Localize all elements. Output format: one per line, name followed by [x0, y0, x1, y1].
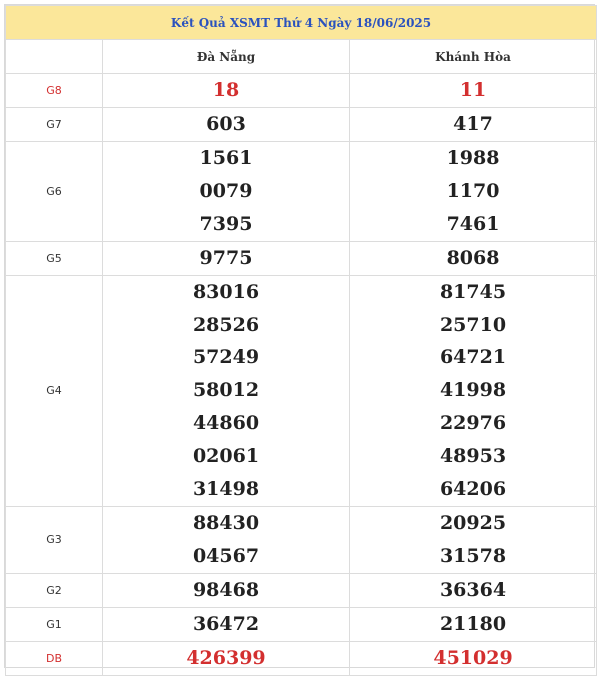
results-table-container — [4, 4, 595, 668]
g3-khanh-hoa-cell — [350, 506, 597, 573]
g6-khanh-hoa-1: 1988 — [446, 147, 500, 169]
g4-khanh-hoa-7: 64206 — [439, 478, 507, 501]
g8-khanh-hoa: 11 — [350, 74, 597, 108]
g8-da-nang: 18 — [103, 74, 350, 108]
province-header-khanh-hoa: Khánh Hòa — [350, 40, 597, 74]
g2-khanh-hoa: 36364 — [350, 573, 597, 607]
g6-da-nang-cell — [103, 142, 350, 242]
g7-khanh-hoa: 417 — [350, 108, 597, 142]
g4-da-nang-2: 28526 — [192, 313, 260, 336]
prize-label-db: DB — [6, 641, 103, 675]
g4-khanh-hoa-2: 25710 — [439, 313, 507, 336]
prize-label-g2: G2 — [6, 573, 103, 607]
g3-da-nang-2: 04567 — [192, 544, 260, 567]
g4-da-nang-1: 83016 — [192, 280, 260, 303]
g4-da-nang-3: 57249 — [192, 346, 260, 369]
db-da-nang: 426399 — [103, 641, 350, 675]
g1-khanh-hoa: 21180 — [350, 607, 597, 641]
g6-da-nang-3: 7395 — [199, 212, 253, 235]
g4-khanh-hoa-6: 48953 — [439, 445, 507, 468]
prize-label-g5: G5 — [6, 241, 103, 275]
prize-label-g6: G6 — [6, 142, 103, 242]
lottery-results-table — [5, 5, 597, 676]
g4-da-nang-5: 44860 — [192, 412, 260, 435]
g3-khanh-hoa-1: 20925 — [439, 511, 507, 534]
g4-khanh-hoa-5: 22976 — [439, 412, 507, 435]
g4-da-nang-cell — [103, 275, 350, 506]
g5-khanh-hoa: 8068 — [350, 241, 597, 275]
prize-label-g4: G4 — [6, 275, 103, 506]
g6-khanh-hoa-3: 7461 — [446, 212, 500, 235]
g4-khanh-hoa-4: 41998 — [439, 379, 507, 402]
g4-khanh-hoa-3: 64721 — [439, 346, 507, 369]
g2-da-nang: 98468 — [103, 573, 350, 607]
prize-label-g8: G8 — [6, 74, 103, 108]
g4-da-nang-4: 58012 — [192, 379, 260, 402]
province-header-da-nang: Đà Nẵng — [103, 40, 350, 74]
g6-da-nang-2: 0079 — [199, 179, 253, 202]
g6-da-nang-1: 1561 — [199, 147, 253, 169]
g4-da-nang-6: 02061 — [192, 445, 260, 468]
g5-da-nang: 9775 — [103, 241, 350, 275]
db-khanh-hoa: 451029 — [350, 641, 597, 675]
g3-khanh-hoa-2: 31578 — [439, 544, 507, 567]
g4-khanh-hoa-cell — [350, 275, 597, 506]
prize-label-g7: G7 — [6, 108, 103, 142]
prize-label-g3: G3 — [6, 506, 103, 573]
g7-da-nang: 603 — [103, 108, 350, 142]
g6-khanh-hoa-cell — [350, 142, 597, 242]
g6-khanh-hoa-2: 1170 — [446, 179, 500, 202]
g1-da-nang: 36472 — [103, 607, 350, 641]
table-title: Kết Quả XSMT Thứ 4 Ngày 18/06/2025 — [6, 6, 597, 40]
g3-da-nang-cell — [103, 506, 350, 573]
g4-da-nang-7: 31498 — [192, 478, 260, 501]
g4-khanh-hoa-1: 81745 — [439, 280, 507, 303]
prize-label-g1: G1 — [6, 607, 103, 641]
g3-da-nang-1: 88430 — [192, 511, 260, 534]
header-empty-cell — [6, 40, 103, 74]
